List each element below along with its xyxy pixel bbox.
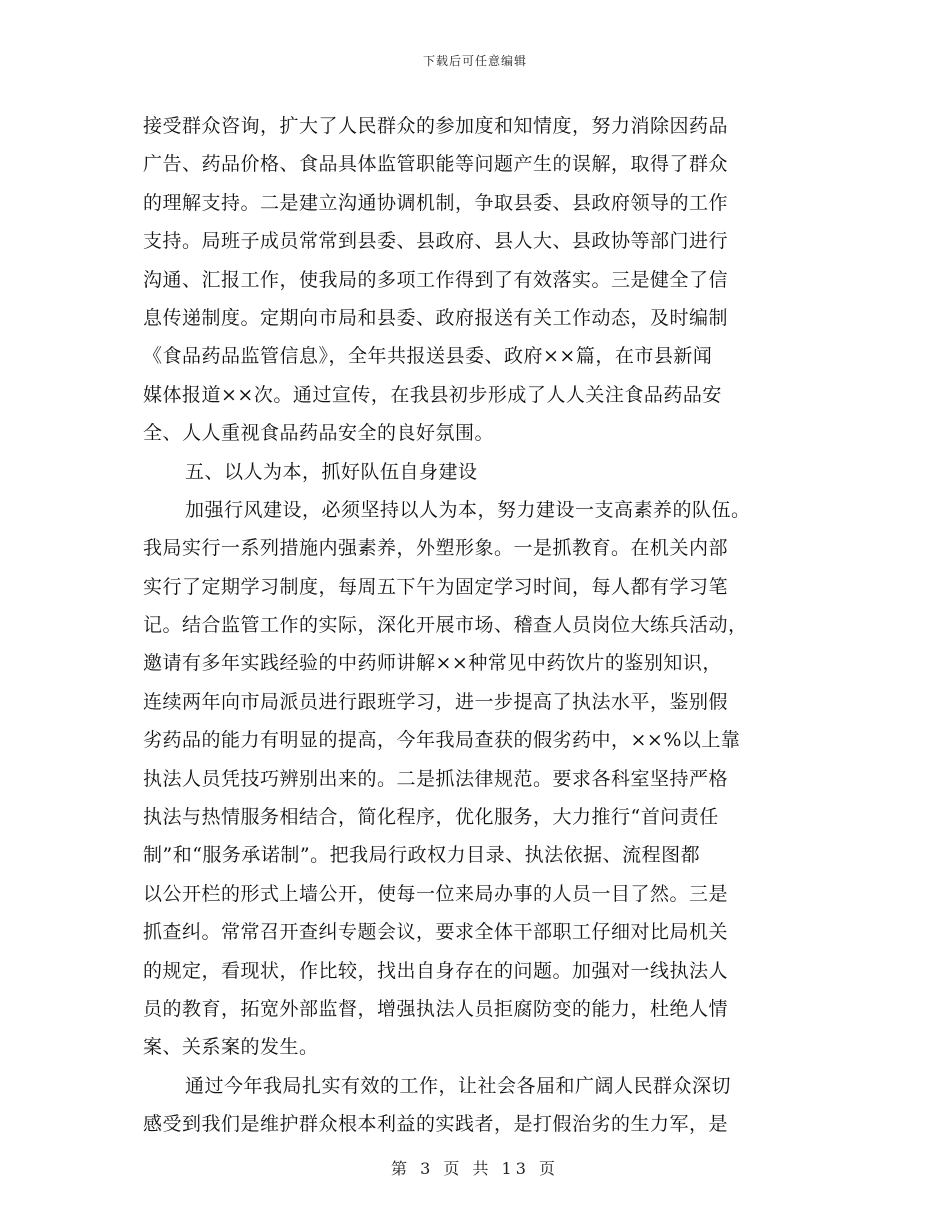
text-line: 的理解支持。二是建立沟通协调机制，争取县委、县政府领导的工作: [143, 191, 729, 214]
text-line: 以公开栏的形式上墙公开，使每一位来局办事的人员一目了然。三是: [143, 882, 729, 905]
text-line: 劣药品的能力有明显的提高，今年我局查获的假劣药中，××%以上靠: [143, 729, 741, 752]
text-line: 息传递制度。定期向市局和县委、政府报送有关工作动态，及时编制: [143, 306, 729, 329]
text-line: 抓查纠。常常召开查纠专题会议，要求全体干部职工仔细对比局机关: [143, 921, 729, 944]
text-line: 通过今年我局扎实有效的工作，让社会各届和广阔人民群众深切: [185, 1074, 732, 1097]
text-line: 案、关系案的发生。: [143, 1036, 319, 1059]
text-line: 感受到我们是维护群众根本利益的实践者，是打假治劣的生力军，是: [143, 1113, 729, 1136]
text-line: 执法人员凭技巧辨别出来的。二是抓法律规范。要求各科室坚持严格: [143, 767, 729, 790]
text-line: 制”和“服务承诺制”。把我局行政权力目录、执法依据、流程图都: [143, 844, 701, 867]
text-line: 邀请有多年实践经验的中药师讲解××种常见中药饮片的鉴别知识，: [143, 652, 722, 675]
document-body: [143, 107, 803, 1144]
text-line: 连续两年向市局派员进行跟班学习，进一步提高了执法水平，鉴别假: [143, 690, 729, 713]
section-heading: 五、以人为本，抓好队伍自身建设: [185, 460, 478, 483]
text-line: 接受群众咨询，扩大了人民群众的参加度和知情度，努力消除因药品: [143, 115, 729, 137]
text-line: 《食品药品监管信息》，全年共报送县委、政府××篇，在市县新闻: [143, 345, 713, 368]
text-line: 广告、药品价格、食品具体监管职能等问题产生的误解，取得了群众: [143, 153, 729, 176]
text-line: 加强行风建设，必须坚持以人为本，努力建设一支高素养的队伍。: [185, 498, 751, 521]
text-line: 的规定，看现状，作比较，找出自身存在的问题。加强对一线执法人: [143, 959, 729, 982]
page-header: 下载后可任意编辑: [422, 54, 527, 68]
text-line: 我局实行一系列措施内强素养，外塑形象。一是抓教育。在机关内部: [143, 537, 729, 560]
text-line: 全、人人重视食品药品安全的良好氛围。: [143, 422, 495, 445]
text-line: 媒体报道××次。通过宣传，在我县初步形成了人人关注食品药品安: [143, 383, 722, 406]
text-line: 执法与热情服务相结合，简化程序，优化服务，大力推行“首问责任: [143, 806, 719, 829]
text-line: 记。结合监管工作的实际，深化开展市场、稽查人员岗位大练兵活动，: [143, 614, 748, 637]
text-line: 沟通、汇报工作，使我局的多项工作得到了有效落实。三是健全了信: [143, 268, 729, 291]
text-line: 员的教育，拓宽外部监督，增强执法人员拒腐防变的能力，杜绝人情: [143, 997, 729, 1020]
text-line: 实行了定期学习制度，每周五下午为固定学习时间，每人都有学习笔: [143, 575, 729, 598]
page-footer: 第 3 页 共 13 页: [391, 1159, 559, 1178]
text-line: 支持。局班子成员常常到县委、县政府、县人大、县政协等部门进行: [143, 230, 729, 253]
